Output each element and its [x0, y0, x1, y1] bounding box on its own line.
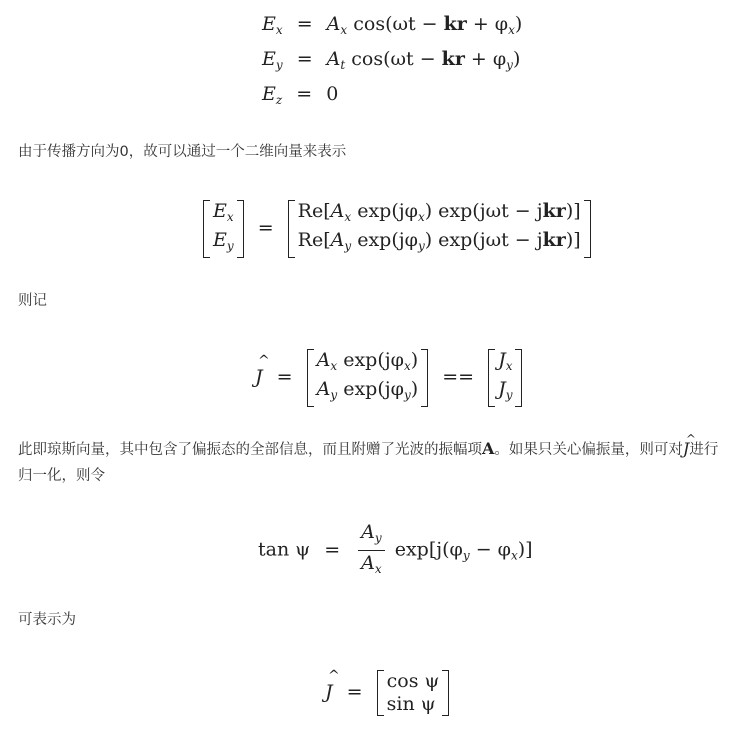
paragraph-2: 则记 — [18, 293, 47, 309]
field-matrix-equation: $E_x$ $E_y$ = $Re[A_x$ $\exp(j\varphi_x) \exp(j\omega t - jkr)$] $Re[A_y$ $\exp(j\varphi_y) \exp(j\omega t - jkr)$] — [203, 200, 591, 258]
jones-vector-equation: ^ J = $A_x$ $\exp(j\varphi_x)$ $A_y$ $\exp(j\varphi_y)$ == $J_x$ $J_y$ — [255, 349, 522, 407]
paragraph-4: 可表示为 — [18, 612, 76, 628]
field-equations — [262, 10, 522, 115]
paragraph-1: 由于传播方向为0，故可以通过一个二维向量来表示 — [18, 144, 347, 160]
normalized-jones-vector: ^ J = cos ψ sin ψ — [325, 670, 449, 716]
matrix-row-bottom: $Re[A_y$ $\exp(j\varphi_y) \exp(j\omega t - jkr)$] — [297, 229, 581, 253]
ex-equation: $E_x = A_x$ cos(ωt − kr + $\varphi_x$) — [262, 13, 523, 37]
matrix-row-top: $Re[A_x$ $\exp(j\varphi_x) \exp(j\omega t - jkr)$] — [297, 200, 581, 224]
ey-equation: $E_y = A_t$ cos(ωt − kr + $\varphi_y$) — [262, 48, 521, 72]
ez-equation: $E_z = 0$ — [262, 83, 339, 107]
paragraph-3: 此即琼斯向量，其中包含了偏振态的全部信息，而且附赠了光波的振幅项A。如果只关心偏振量，则可对 ^ J进行归一化，则令 — [18, 432, 719, 484]
tan-psi-equation: tan ψ = $\frac{A_y}{A_x}$ $\exp[j(\varphi_y - \varphi_x)]$ — [258, 521, 533, 576]
